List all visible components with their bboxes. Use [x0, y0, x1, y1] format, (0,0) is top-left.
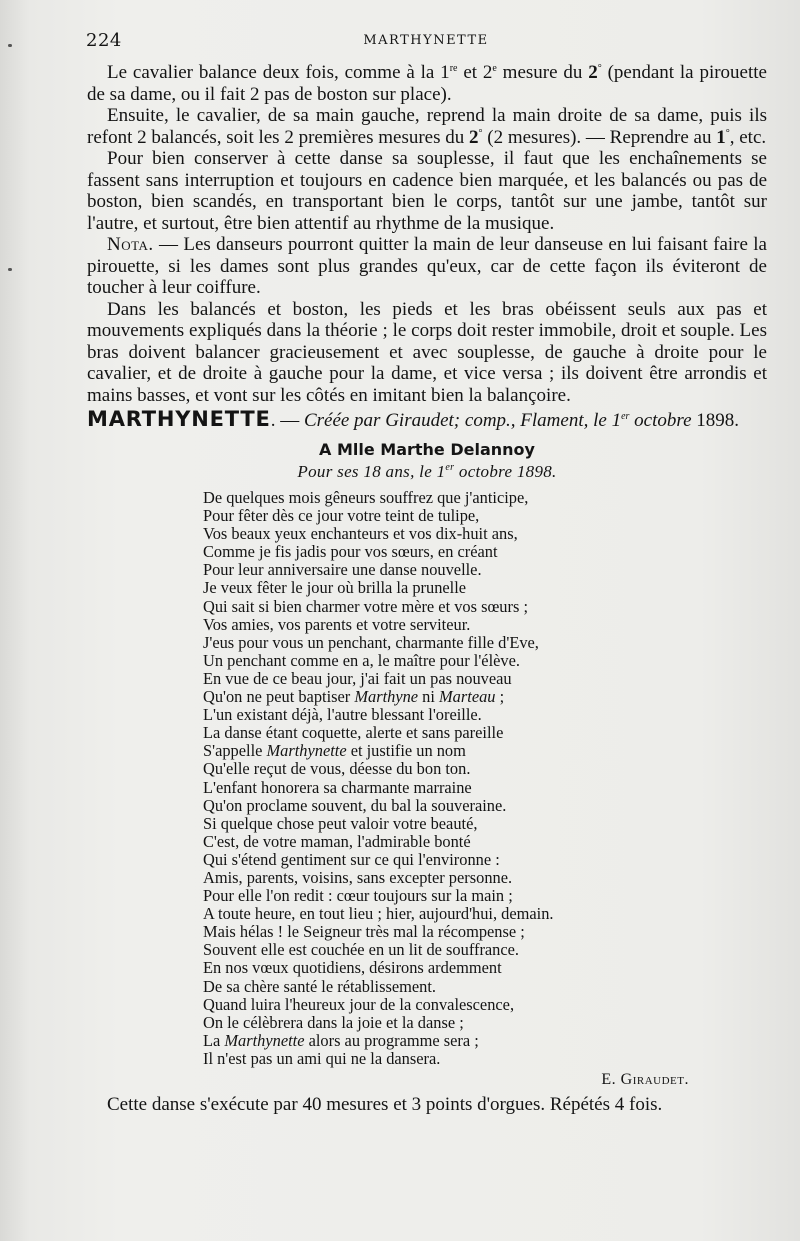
p2-degree-a: ° — [478, 127, 483, 139]
dedication-sup: er — [445, 462, 455, 473]
poem-line: En nos vœux quotidiens, désirons ardemment — [203, 958, 502, 978]
dedication-subtitle — [87, 461, 767, 483]
dance-credit-sup: er — [621, 411, 630, 422]
margin-speck — [8, 44, 12, 47]
p2-figure-2: 2 — [469, 126, 479, 148]
poem-line: Pour leur anniversaire une danse nouvelle. — [203, 560, 482, 580]
poem-line: J'eus pour vous un penchant, charmante fille d'Eve, — [203, 632, 539, 652]
running-head — [86, 30, 766, 52]
dedication-year: 1898. — [516, 462, 557, 481]
poem-line: Qu'elle reçut de vous, déesse du bon ton. — [203, 759, 471, 779]
dance-credit-month: octobre — [629, 410, 697, 431]
poem-line: Pour fêter dès ce jour votre teint de tulipe, — [203, 506, 480, 526]
poem-italic-marteau: Marteau — [439, 687, 496, 707]
poem-text: alors au programme sera ; — [304, 1030, 479, 1050]
poem-line: On le célèbrera dans la joie et la danse ; — [203, 1012, 464, 1032]
poem-line — [203, 1032, 767, 1050]
signature-initial: E. — [601, 1071, 621, 1088]
paragraph-nota — [87, 234, 767, 299]
poem-line: Mais hélas ! le Seigneur très mal la récompense ; — [203, 922, 525, 942]
poem-line: Vos beaux yeux enchanteurs et vos dix-huit ans, — [203, 524, 518, 544]
poem-line: Qui s'étend gentiment sur ce qui l'environne : — [203, 849, 500, 869]
poem-line: Vos amies, vos parents et votre serviteur. — [203, 614, 471, 634]
poem-line: La danse étant coquette, alerte et sans pareille — [203, 723, 504, 743]
dedication-sub-a: Pour ses — [297, 462, 364, 481]
poem-line: Souvent elle est couchée en un lit de souffrance. — [203, 940, 520, 960]
signature — [87, 1070, 767, 1090]
poem-line: Quand luira l'heureux jour de la convalescence, — [203, 994, 515, 1014]
poem-line: Il n'est pas un ami qui ne la dansera. — [203, 1048, 441, 1068]
poem-italic-marthyne: Marthyne — [354, 687, 419, 707]
dedication-title: A Mlle Marthe Delannoy — [319, 440, 535, 459]
poem-line — [203, 688, 767, 706]
poem — [203, 489, 767, 1068]
p2-figure-1: 1 — [716, 126, 726, 148]
poem-line: Pour elle l'on redit : cœur toujours sur la main ; — [203, 886, 513, 906]
page-number: 224 — [86, 30, 122, 51]
poem-line: Comme je fis jadis pour vos sœurs, en créant — [203, 542, 498, 562]
poem-text: ni — [418, 687, 440, 707]
dance-separator: . — — [270, 410, 304, 431]
p1-text-e: mesure du — [496, 62, 589, 83]
poem-text: S'appelle — [203, 741, 267, 761]
paragraph-5: Dans les balancés et boston, les pieds et les bras obéissent seuls aux pas et mouvements expliqués dans la théorie ; le corps doit rester immobile, droit et souple. Les bras doivent balancer gracieusement et avec souplesse, de gauche à droite pour le cavalier, et de droite à gauche pour la dame, et vice versa ; ils doivent être arrondis et mains basses, et vont sur les côtés en imitant bien la balançoire. — [87, 298, 767, 406]
dedication-day: 1 — [436, 462, 446, 481]
dance-name: MARTHYNETTE — [87, 407, 271, 431]
paragraph-2 — [87, 105, 767, 148]
paragraph-3: Pour bien conserver à cette danse sa souplesse, il faut que les enchaînements se fassent sans interruption et toujours en cadence bien marquée, et les balancés ou pas de boston, bien scandés, en transportant bien le corps, tantôt sur une jambe, tantôt sur l'autre, et surtout, être bien attentif au rhythme de la musique. — [87, 148, 767, 234]
poem-line: Je veux fêter le jour où brilla la prunelle — [203, 578, 467, 598]
p1-text-a: Le cavalier balance deux fois, comme à la 1 — [107, 62, 450, 83]
nota-label: Nota. — [107, 234, 154, 255]
body-text — [87, 62, 767, 1116]
p1-text-c: et 2 — [457, 62, 493, 83]
paragraph-final: Cette danse s'exécute par 40 mesures et 3 points d'orgues. Répétés 4 fois. — [107, 1094, 663, 1115]
dance-heading — [87, 409, 767, 431]
p2-text-d: (2 mesures). — Reprendre au — [482, 126, 717, 148]
poem-line: De quelques mois gêneurs souffrez que j'anticipe, — [203, 488, 529, 507]
poem-text: et justifie un nom — [346, 741, 466, 761]
p1-text-h: (pendant la pirouette de sa dame, ou il fait 2 pas de boston sur place). — [87, 62, 767, 105]
poem-line: Un penchant comme en a, le maître pour l'élève. — [203, 650, 520, 670]
poem-line — [203, 742, 767, 760]
poem-line: L'un existant déjà, l'autre blessant l'oreille. — [203, 705, 482, 725]
signature-name: Giraudet. — [620, 1071, 689, 1088]
poem-line: En vue de ce beau jour, j'ai fait un pas nouveau — [203, 668, 512, 688]
poem-line: L'enfant honorera sa charmante marraine — [203, 777, 472, 797]
poem-text: ; — [495, 687, 505, 707]
poem-text: La — [203, 1030, 225, 1050]
dedication-sub-c: octobre — [454, 462, 517, 481]
poem-line: Si quelque chose peut valoir votre beauté, — [203, 813, 478, 833]
poem-italic-marthynette: Marthynette — [266, 741, 347, 761]
poem-line: Amis, parents, voisins, sans excepter personne. — [203, 867, 513, 887]
dedication-sub-b: ans, le — [381, 462, 437, 481]
running-title: MARTHYNETTE — [363, 33, 489, 48]
dance-credit: Créée par Giraudet; comp., Flament, le 1 — [303, 410, 622, 431]
p1-sup-e: e — [492, 63, 497, 74]
p2-degree-b: ° — [725, 127, 730, 139]
poem-line: Qu'on proclame souvent, du bal la souveraine. — [203, 795, 507, 815]
poem-text: Qu'on ne peut baptiser — [203, 687, 355, 707]
p2-text-g: , etc. — [729, 126, 767, 148]
p2-text-a: Ensuite, le cavalier, de sa main gauche, reprend la main droite de sa dame, puis ils refont 2 balancés, soit les 2 premières mesures du — [87, 105, 767, 148]
poem-line: A toute heure, en tout lieu ; hier, aujourd'hui, demain. — [203, 904, 554, 924]
poem-line: De sa chère santé le rétablissement. — [203, 976, 437, 996]
poem-line: C'est, de votre maman, l'admirable bonté — [203, 831, 471, 851]
poem-italic-marthynette: Marthynette — [224, 1030, 305, 1050]
p1-figure-2: 2 — [588, 62, 598, 83]
p1-sup-re: re — [449, 63, 458, 74]
nota-text: — Les danseurs pourront quitter la main de leur danseuse en lui faisant faire la pirouette, si les dames sont plus grandes qu'eux, car de cette façon ils éviteront de toucher à leur coiffure. — [87, 234, 767, 298]
p1-degree: ° — [597, 63, 602, 74]
margin-speck — [8, 268, 12, 271]
poem-line: Qui sait si bien charmer votre mère et vos sœurs ; — [203, 596, 528, 616]
paragraph-1 — [87, 62, 767, 105]
dedication-age: 18 — [363, 462, 381, 481]
dance-year: 1898. — [696, 410, 740, 431]
